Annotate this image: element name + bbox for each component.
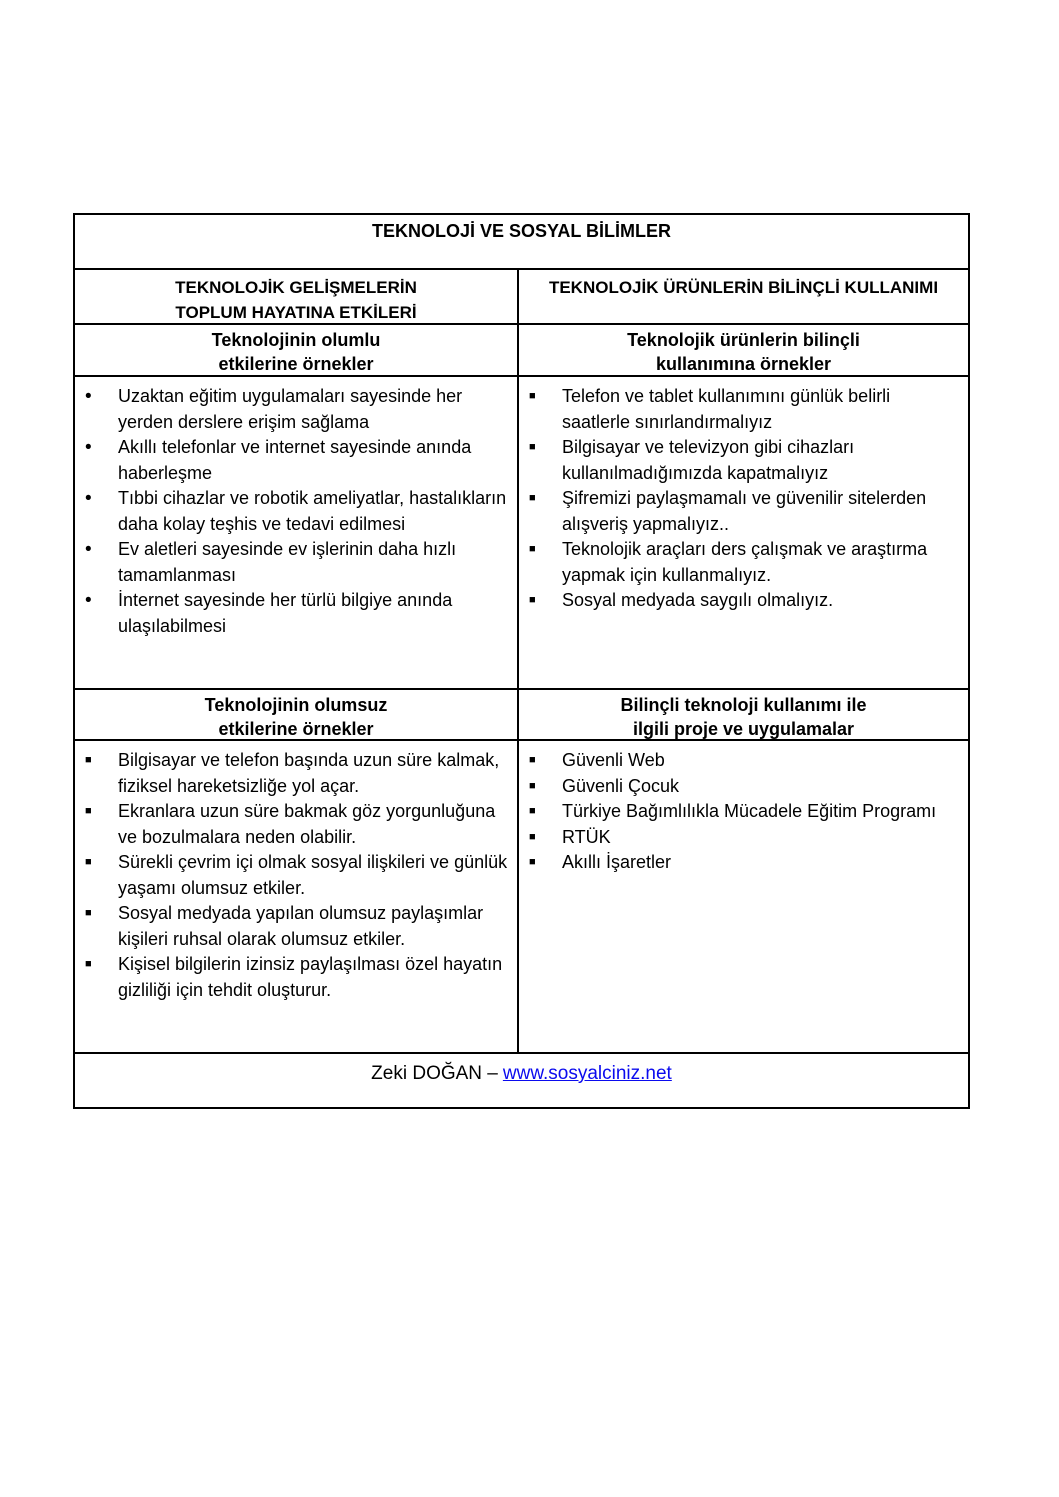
conscious-use-list bbox=[519, 377, 968, 688]
list-item-text: Bilgisayar ve televizyon gibi cihazları kullanılmadığımızda kapatmalıyız bbox=[562, 437, 855, 483]
square-bullet-icon: ■ bbox=[529, 779, 536, 792]
square-bullet-icon: ■ bbox=[85, 805, 92, 817]
section-heading-projects bbox=[519, 690, 968, 739]
section-heading-conscious-line2: kullanımına örnekler bbox=[655, 354, 832, 374]
section-heading-positive-line1: Teknolojinin olumlu bbox=[211, 330, 381, 350]
round-bullet-icon: • bbox=[85, 539, 92, 560]
list-item-text: Bilgisayar ve telefon başında uzun süre kalmak, fiziksel hareketsizliğe yol açar. bbox=[118, 750, 500, 796]
column-header-left-line2: TOPLUM HAYATINA ETKİLERİ bbox=[175, 303, 417, 322]
list-item bbox=[529, 748, 962, 774]
column-header-left-line1: TEKNOLOJİK GELİŞMELERİN bbox=[175, 278, 417, 297]
list-item-text: Uzaktan eğitim uygulamaları sayesinde her yerden derslere erişim sağlama bbox=[118, 386, 463, 432]
list-item-text: Sosyal medyada saygılı olmalıyız. bbox=[562, 590, 834, 610]
section-heading-conscious-use bbox=[519, 325, 968, 375]
list-item-text: Akıllı İşaretler bbox=[562, 852, 672, 872]
list-row-2 bbox=[75, 739, 968, 1052]
list-item bbox=[529, 774, 962, 800]
square-bullet-icon: ■ bbox=[85, 856, 92, 868]
list-item bbox=[85, 588, 511, 639]
list-item bbox=[85, 952, 511, 1003]
list-item-text: Telefon ve tablet kullanımını günlük belirli saatlerle sınırlandırmalıyız bbox=[562, 386, 891, 432]
section-heading-projects-line1: Bilinçli teknoloji kullanımı ile bbox=[620, 695, 867, 715]
list-item bbox=[529, 588, 962, 614]
square-bullet-icon: ■ bbox=[529, 754, 536, 766]
section-heading-negative bbox=[75, 690, 519, 739]
list-item bbox=[529, 435, 962, 486]
list-item-text: Sürekli çevrim içi olmak sosyal ilişkileri ve günlük yaşamı olumsuz etkiler. bbox=[118, 852, 508, 898]
list-item-text: Sosyal medyada yapılan olumsuz paylaşımlar kişileri ruhsal olarak olumsuz etkiler. bbox=[118, 903, 484, 949]
list-item-text: Kişisel bilgilerin izinsiz paylaşılması özel hayatın gizliliği için tehdit oluşturur. bbox=[118, 954, 503, 1000]
round-bullet-icon: • bbox=[85, 386, 92, 407]
section-heading-row-2 bbox=[75, 688, 968, 739]
column-header-row bbox=[75, 268, 968, 323]
content-table bbox=[73, 213, 970, 1109]
list-item bbox=[529, 825, 962, 851]
round-bullet-icon: • bbox=[85, 437, 92, 458]
list-item bbox=[529, 799, 962, 825]
list-item bbox=[85, 435, 511, 486]
list-item-text: Teknolojik araçları ders çalışmak ve araştırma yapmak için kullanmalıyız. bbox=[562, 539, 928, 585]
section-heading-negative-line2: etkilerine örnekler bbox=[218, 719, 374, 739]
square-bullet-icon: ■ bbox=[529, 830, 536, 843]
list-item-text: Güvenli Çocuk bbox=[562, 775, 680, 796]
square-bullet-icon: ■ bbox=[85, 754, 92, 766]
list-item-text: Türkiye Bağımlılıkla Mücadele Eğitim Programı bbox=[562, 801, 937, 821]
footer bbox=[75, 1052, 968, 1105]
positive-effects-list bbox=[75, 377, 519, 688]
square-bullet-icon: ■ bbox=[529, 543, 536, 555]
square-bullet-icon: ■ bbox=[529, 594, 536, 606]
footer-author: Zeki DOĞAN – bbox=[371, 1063, 498, 1084]
square-bullet-icon: ■ bbox=[529, 441, 536, 453]
list-item bbox=[85, 537, 511, 588]
list-item bbox=[85, 486, 511, 537]
projects-list bbox=[519, 741, 968, 1052]
round-bullet-icon: • bbox=[85, 488, 92, 509]
list-item bbox=[85, 901, 511, 952]
section-heading-conscious-line1: Teknolojik ürünlerin bilinçli bbox=[627, 330, 860, 350]
square-bullet-icon: ■ bbox=[85, 907, 92, 919]
section-heading-negative-line1: Teknolojinin olumsuz bbox=[204, 695, 388, 715]
square-bullet-icon: ■ bbox=[529, 492, 536, 504]
list-item-text: Güvenli Web bbox=[562, 750, 665, 770]
list-item bbox=[85, 748, 511, 799]
square-bullet-icon: ■ bbox=[529, 856, 536, 868]
column-header-left bbox=[75, 270, 519, 323]
column-header-right: TEKNOLOJİK ÜRÜNLERİN BİLİNÇLİ KULLANIMI bbox=[548, 278, 939, 297]
square-bullet-icon: ■ bbox=[529, 805, 536, 817]
section-heading-positive-line2: etkilerine örnekler bbox=[218, 354, 374, 374]
list-item bbox=[85, 799, 511, 850]
list-item-text: Şifremizi paylaşmamalı ve güvenilir sitelerden alışveriş yapmalıyız.. bbox=[562, 488, 927, 534]
footer-link[interactable]: www.sosyalciniz.net bbox=[502, 1063, 672, 1084]
list-item bbox=[529, 486, 962, 537]
list-item-text: Akıllı telefonlar ve internet sayesinde anında haberleşme bbox=[118, 437, 472, 483]
square-bullet-icon: ■ bbox=[85, 958, 92, 970]
section-heading-positive bbox=[75, 325, 519, 375]
list-item-text: Ekranlara uzun süre bakmak göz yorgunluğuna ve bozulmalara neden olabilir. bbox=[118, 801, 496, 847]
table-title: TEKNOLOJİ VE SOSYAL BİLİMLER bbox=[371, 221, 672, 241]
square-bullet-icon: ■ bbox=[529, 390, 536, 402]
list-item-text: Ev aletleri sayesinde ev işlerinin daha hızlı tamamlanması bbox=[118, 539, 457, 585]
list-item bbox=[529, 537, 962, 588]
list-row-1 bbox=[75, 375, 968, 688]
list-item bbox=[529, 384, 962, 435]
list-item-text: RTÜK bbox=[562, 826, 611, 847]
list-item bbox=[85, 384, 511, 435]
list-item bbox=[529, 850, 962, 876]
list-item bbox=[85, 850, 511, 901]
section-heading-row-1 bbox=[75, 323, 968, 375]
list-item-text: Tıbbi cihazlar ve robotik ameliyatlar, hastalıkların daha kolay teşhis ve tedavi edilmesi bbox=[118, 488, 507, 534]
negative-effects-list bbox=[75, 741, 519, 1052]
round-bullet-icon: • bbox=[85, 590, 92, 611]
list-item-text: İnternet sayesinde her türlü bilgiye anında ulaşılabilmesi bbox=[118, 590, 453, 636]
section-heading-projects-line2: ilgili proje ve uygulamalar bbox=[632, 719, 855, 739]
